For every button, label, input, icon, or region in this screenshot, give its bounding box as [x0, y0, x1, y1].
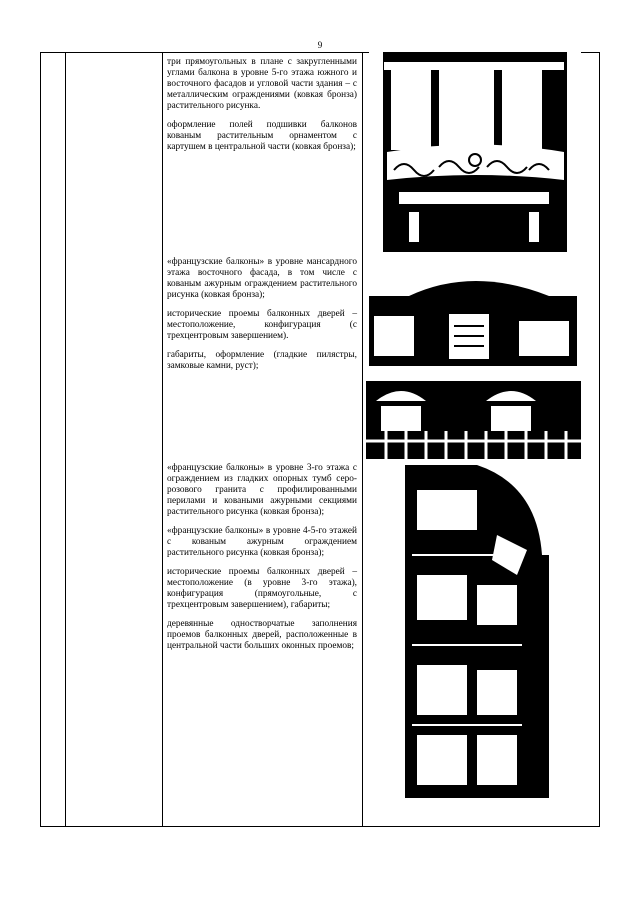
- row-3-text: [167, 463, 357, 660]
- row-2-paragraph-1: «французские балконы» в уровне мансардного этажа восточного фасада, в том числе с кованым ажурным ограждением растительного рисунка (ковкая бронза);: [167, 257, 357, 300]
- column-divider-1: [65, 53, 66, 826]
- row-1-paragraph-2: оформление полей подшивки балконов кованым растительным орнаментом с картушем в центральной части (ковкая бронза);: [167, 120, 357, 152]
- row-3-paragraph-2: «французские балконы» в уровне 4-5-го этажей с кованым ажурным ограждением растительного рисунка (ковкая бронза);: [167, 526, 357, 558]
- row-2-text: [167, 257, 357, 380]
- balcony-railing-photo: [369, 52, 581, 252]
- row-3-paragraph-1: «французские балконы» в уровне 3-го этажа с ограждением из гладких опорных тумб серо-розового гранита с профилированными перилами и коваными ажурными секциями растительного рисунка (ковкая бронза);: [167, 463, 357, 517]
- row-3-paragraph-4: деревянные одностворчатые заполнения проемов балконных дверей, расположенные в центральной части больших оконных проемов;: [167, 619, 357, 651]
- balcony-doors-photo: [366, 371, 581, 459]
- row-2-paragraph-2: исторические проемы балконных дверей – местоположение, конфигурация (с трехцентровым завершением).: [167, 309, 357, 341]
- column-divider-2: [162, 53, 163, 826]
- row-1-paragraph-1: три прямоугольных в плане с закругленными углами балкона в уровне 5-го этажа южного и восточного фасадов и угловой части здания – с металлическим ограждениями (ковкая бронза) растительного рисунка.: [167, 57, 357, 111]
- facade-french-balconies-photo: [397, 465, 549, 798]
- row-3-paragraph-3: исторические проемы балконных дверей – местоположение (в уровне 3-го этажа), конфигурация (прямоугольные, с трехцентровым завершением), габариты;: [167, 567, 357, 610]
- row-2-paragraph-3: габариты, оформление (гладкие пилястры, замковые камни, руст);: [167, 350, 357, 371]
- mansard-balcony-photo: [369, 266, 577, 366]
- column-divider-3: [362, 53, 363, 826]
- page-number: 9: [317, 40, 323, 50]
- row-1-text: [167, 57, 357, 161]
